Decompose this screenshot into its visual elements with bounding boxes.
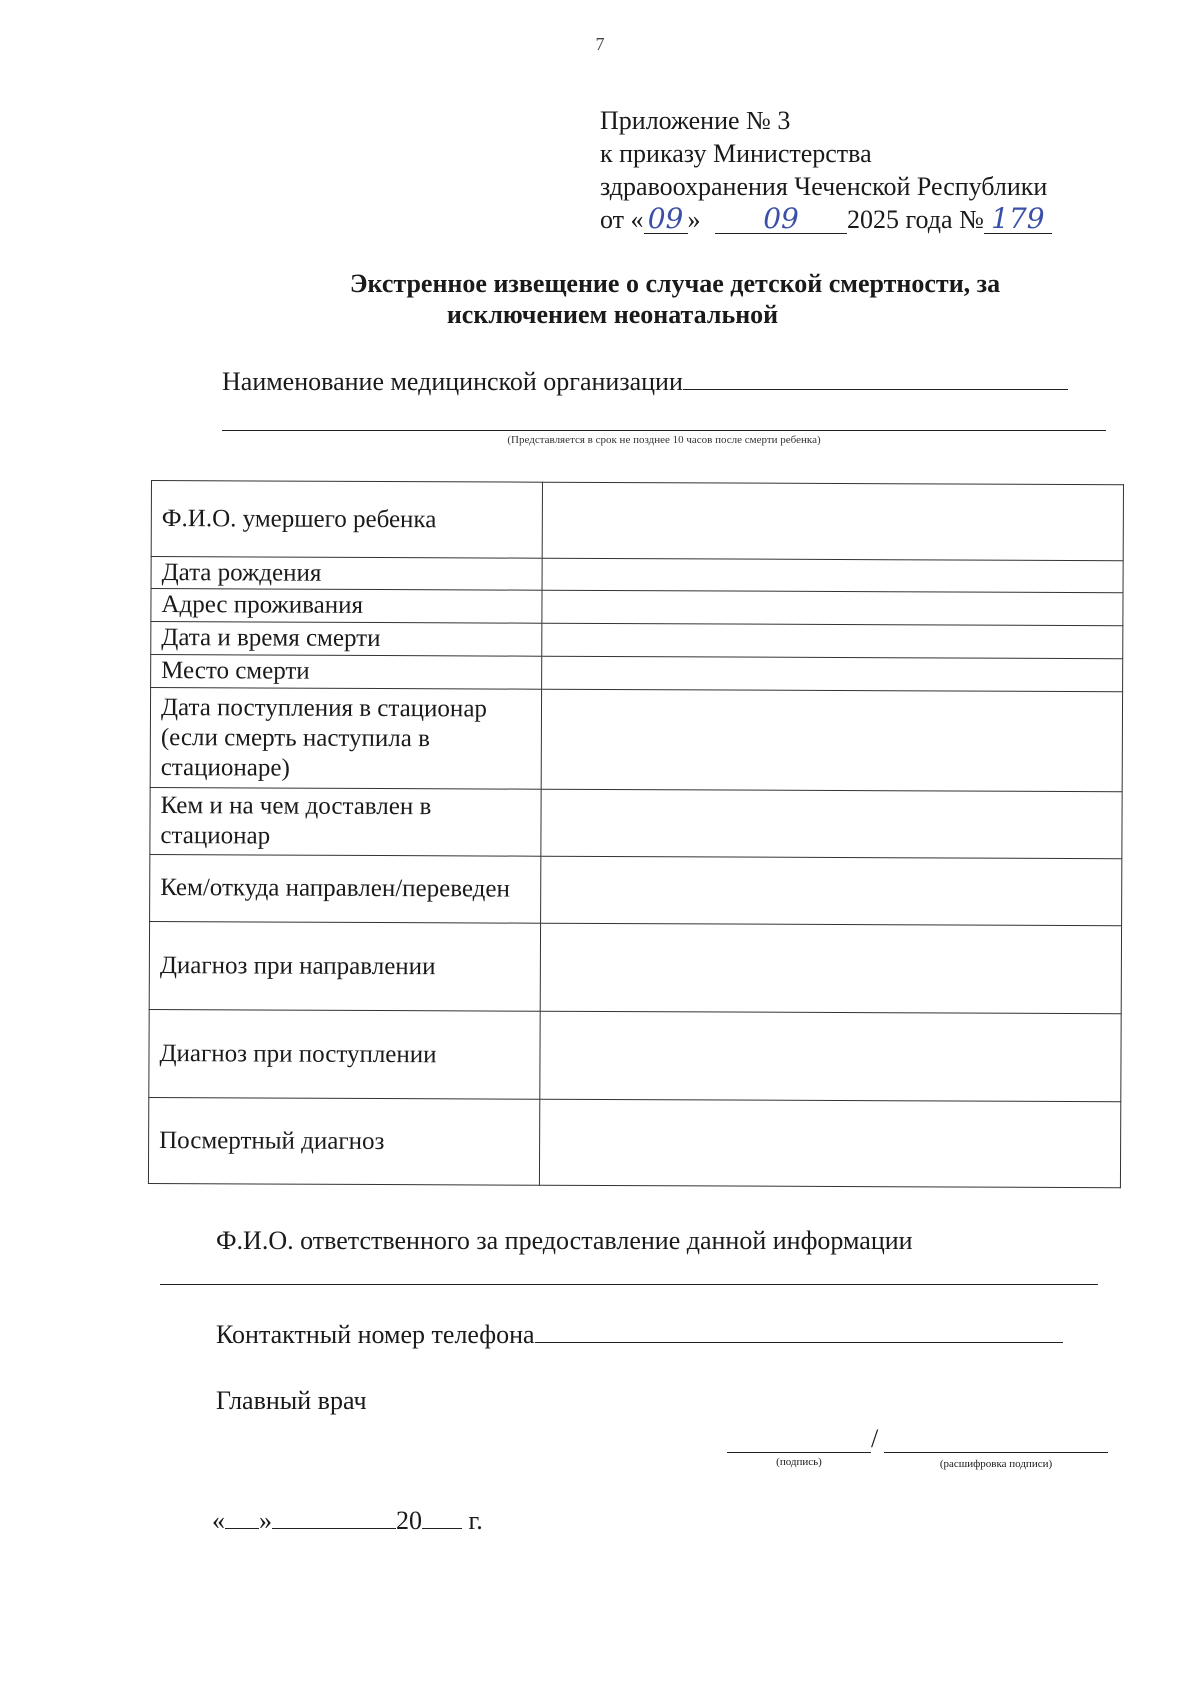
chief-doctor-label: Главный врач: [216, 1386, 367, 1415]
order-number: 179: [984, 205, 1052, 234]
table-row: [149, 921, 1121, 1013]
row-value-admission-date[interactable]: [541, 689, 1122, 792]
phone-field[interactable]: [216, 1320, 1063, 1350]
signature-slash: /: [871, 1424, 879, 1453]
appendix-line-1: Приложение № 3: [600, 106, 791, 135]
signing-year-blank[interactable]: [422, 1508, 462, 1529]
row-label-child-name: Ф.И.О. умершего ребенка: [151, 481, 542, 559]
row-value-postmortem-diagnosis[interactable]: [539, 1099, 1120, 1188]
row-value-child-name[interactable]: [542, 482, 1123, 561]
date-mid: »: [687, 205, 701, 234]
table-row: [151, 481, 1123, 561]
signature-decode-blank[interactable]: [884, 1452, 1108, 1453]
row-value-death-datetime[interactable]: [542, 623, 1123, 659]
date-open-quote: «: [212, 1506, 225, 1535]
row-value-address[interactable]: [542, 590, 1123, 626]
responsible-person-label: Ф.И.О. ответственного за предоставление данной информации: [216, 1226, 913, 1255]
date-close-quote: »: [259, 1506, 272, 1535]
signing-day-blank[interactable]: [225, 1508, 259, 1529]
row-value-death-place[interactable]: [542, 656, 1123, 692]
phone-label: Контактный номер телефона: [216, 1320, 535, 1349]
submission-note: (Представляется в срок не позднее 10 часов после смерти ребенка): [507, 434, 821, 446]
death-notice-table: [148, 480, 1124, 1188]
row-label-death-place: Место смерти: [151, 655, 542, 690]
year-suffix: г.: [468, 1506, 483, 1535]
table-row: [150, 854, 1122, 925]
phone-blank[interactable]: [535, 1322, 1063, 1343]
page-number: 7: [595, 34, 605, 54]
signature-caption: (подпись): [776, 1456, 822, 1468]
table-row: [151, 655, 1123, 692]
appendix-line-2: к приказу Министерства: [600, 139, 872, 168]
table-row: [151, 622, 1123, 659]
document-title: [0, 268, 1200, 330]
responsible-person-blank[interactable]: [160, 1284, 1098, 1285]
table-row: [151, 589, 1123, 626]
table-row: [150, 688, 1122, 792]
row-value-delivered-by[interactable]: [541, 789, 1122, 859]
signing-month-blank[interactable]: [272, 1508, 396, 1529]
title-line-1: Экстренное извещение о случае детской смертности, за: [349, 269, 1001, 298]
row-label-delivered-by: Кем и на чем доставлен в стационар: [150, 787, 541, 856]
row-label-postmortem-diagnosis: Посмертный диагноз: [148, 1097, 539, 1185]
organization-blank[interactable]: [683, 369, 1068, 390]
organization-blank-line-2[interactable]: [222, 430, 1106, 431]
row-label-admission-diagnosis: Диагноз при поступлении: [149, 1009, 540, 1099]
row-value-referral-diagnosis[interactable]: [540, 923, 1121, 1014]
row-label-death-datetime: Дата и время смерти: [151, 622, 542, 657]
signature-blank[interactable]: [727, 1452, 871, 1453]
year-prefix: 20: [396, 1506, 422, 1535]
row-value-admission-diagnosis[interactable]: [540, 1011, 1121, 1102]
table-row: [148, 1097, 1120, 1187]
date-prefix: от «: [600, 205, 644, 234]
row-label-referred-from: Кем/откуда направлен/переведен: [150, 854, 541, 923]
table-row: [149, 1009, 1121, 1101]
order-month: 09: [715, 205, 847, 234]
organization-field[interactable]: [222, 367, 1068, 397]
organization-label: Наименование медицинской организации: [222, 367, 683, 396]
row-label-referral-diagnosis: Диагноз при направлении: [149, 921, 540, 1011]
appendix-date-line: [600, 203, 1052, 236]
row-label-birth-date: Дата рождения: [151, 557, 542, 591]
appendix-header: [600, 104, 1052, 236]
row-label-address: Адрес проживания: [151, 589, 542, 624]
signing-date-field[interactable]: [212, 1506, 483, 1536]
row-value-referred-from[interactable]: [541, 856, 1122, 926]
signature-decode-caption: (расшифровка подписи): [939, 1458, 1053, 1470]
row-value-birth-date[interactable]: [542, 558, 1123, 593]
row-label-admission-date: Дата поступления в стационар (если смерть наступила в стационаре): [150, 688, 541, 790]
title-line-2: исключением неонатальной: [446, 300, 779, 329]
table-row: [151, 557, 1123, 593]
order-year-text: 2025 года №: [847, 205, 984, 234]
table-row: [150, 787, 1122, 858]
order-day: 09: [644, 205, 688, 234]
appendix-line-3: здравоохранения Чеченской Республики: [600, 172, 1048, 201]
